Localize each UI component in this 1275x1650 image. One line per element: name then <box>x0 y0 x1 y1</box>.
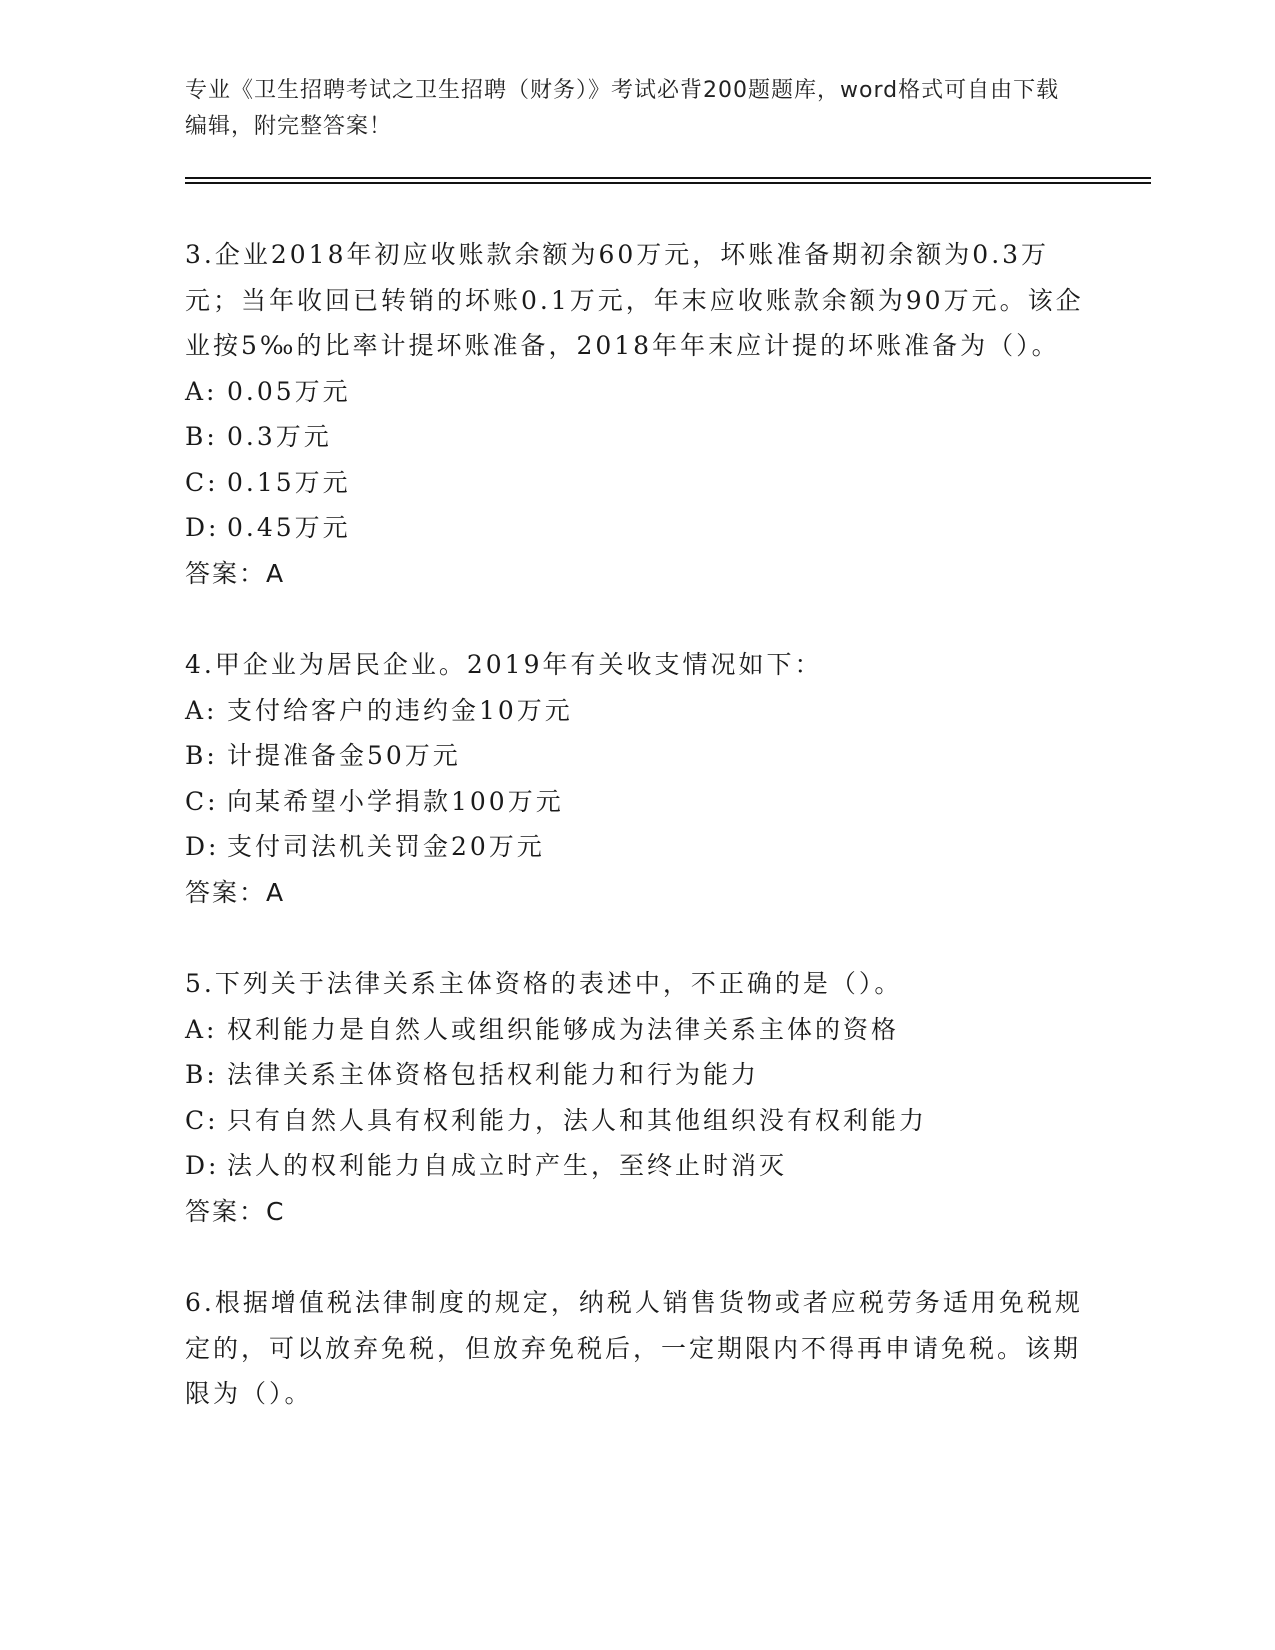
option-key: B: <box>185 422 218 451</box>
answer-line: 答案：A <box>185 558 286 588</box>
option-a <box>185 688 1085 734</box>
option-key: D: <box>185 832 220 861</box>
question-4 <box>185 642 1085 915</box>
option-a <box>185 369 1085 415</box>
question-stem: 3.企业2018年初应收账款余额为60万元，坏账准备期初余额为0.3万元；当年收回已转销的坏账0.1万元，年末应收账款余额为90万元。该企业按5‰的比率计提坏账准备，2018年年末应计提的坏账准备为（）。 <box>185 240 1084 360</box>
question-stem: 5.下列关于法律关系主体资格的表述中，不正确的是（）。 <box>185 969 903 998</box>
option-text: 向某希望小学捐款100万元 <box>227 786 564 816</box>
answer-line: 答案：C <box>185 1196 286 1226</box>
option-text: 计提准备金50万元 <box>227 741 461 770</box>
option-b <box>185 1052 1085 1098</box>
question-5 <box>185 961 1085 1234</box>
option-text: 只有自然人具有权利能力，法人和其他组织没有权利能力 <box>227 1105 928 1135</box>
option-text: 权利能力是自然人或组织能够成为法律关系主体的资格 <box>227 1014 900 1044</box>
option-key: C: <box>185 467 219 497</box>
option-text: 法人的权利能力自成立时产生，至终止时消灭 <box>227 1151 788 1180</box>
option-text: 支付给客户的违约金10万元 <box>227 695 573 725</box>
question-stem: 6.根据增值税法律制度的规定，纳税人销售货物或者应税劳务适用免税规定的，可以放弃免税，但放弃免税后，一定期限内不得再申请免税。该期限为（）。 <box>185 1288 1083 1408</box>
option-key: C: <box>185 1105 219 1135</box>
answer-line: 答案：A <box>185 877 286 907</box>
option-key: C: <box>185 786 219 816</box>
option-text: 法律关系主体资格包括权利能力和行为能力 <box>227 1060 760 1089</box>
option-key: B: <box>185 741 218 770</box>
question-3 <box>185 232 1085 596</box>
option-b <box>185 733 1085 779</box>
option-c <box>185 460 1085 506</box>
option-d <box>185 505 1085 551</box>
question-6 <box>185 1280 1085 1417</box>
question-list <box>185 232 1085 1463</box>
option-c <box>185 1098 1085 1144</box>
option-key: A: <box>185 695 218 725</box>
option-text: 0.15万元 <box>227 467 351 497</box>
option-text: 0.05万元 <box>227 376 351 406</box>
option-d <box>185 1143 1085 1189</box>
option-a <box>185 1007 1085 1053</box>
option-key: D: <box>185 513 220 542</box>
option-c <box>185 779 1085 825</box>
option-key: B: <box>185 1060 218 1089</box>
option-d <box>185 824 1085 870</box>
option-b <box>185 414 1085 460</box>
option-text: 支付司法机关罚金20万元 <box>227 832 545 861</box>
option-key: A: <box>185 376 218 406</box>
document-header: 专业《卫生招聘考试之卫生招聘（财务）》考试必背200题题库，word格式可自由下载编辑，附完整答案！ <box>185 78 1060 139</box>
header-divider-bottom <box>185 182 1151 184</box>
option-key: D: <box>185 1151 220 1180</box>
option-text: 0.45万元 <box>227 513 351 542</box>
question-stem: 4.甲企业为居民企业。2019年有关收支情况如下： <box>185 650 823 679</box>
option-text: 0.3万元 <box>227 422 332 451</box>
header-divider-top <box>185 177 1151 179</box>
option-key: A: <box>185 1014 218 1044</box>
